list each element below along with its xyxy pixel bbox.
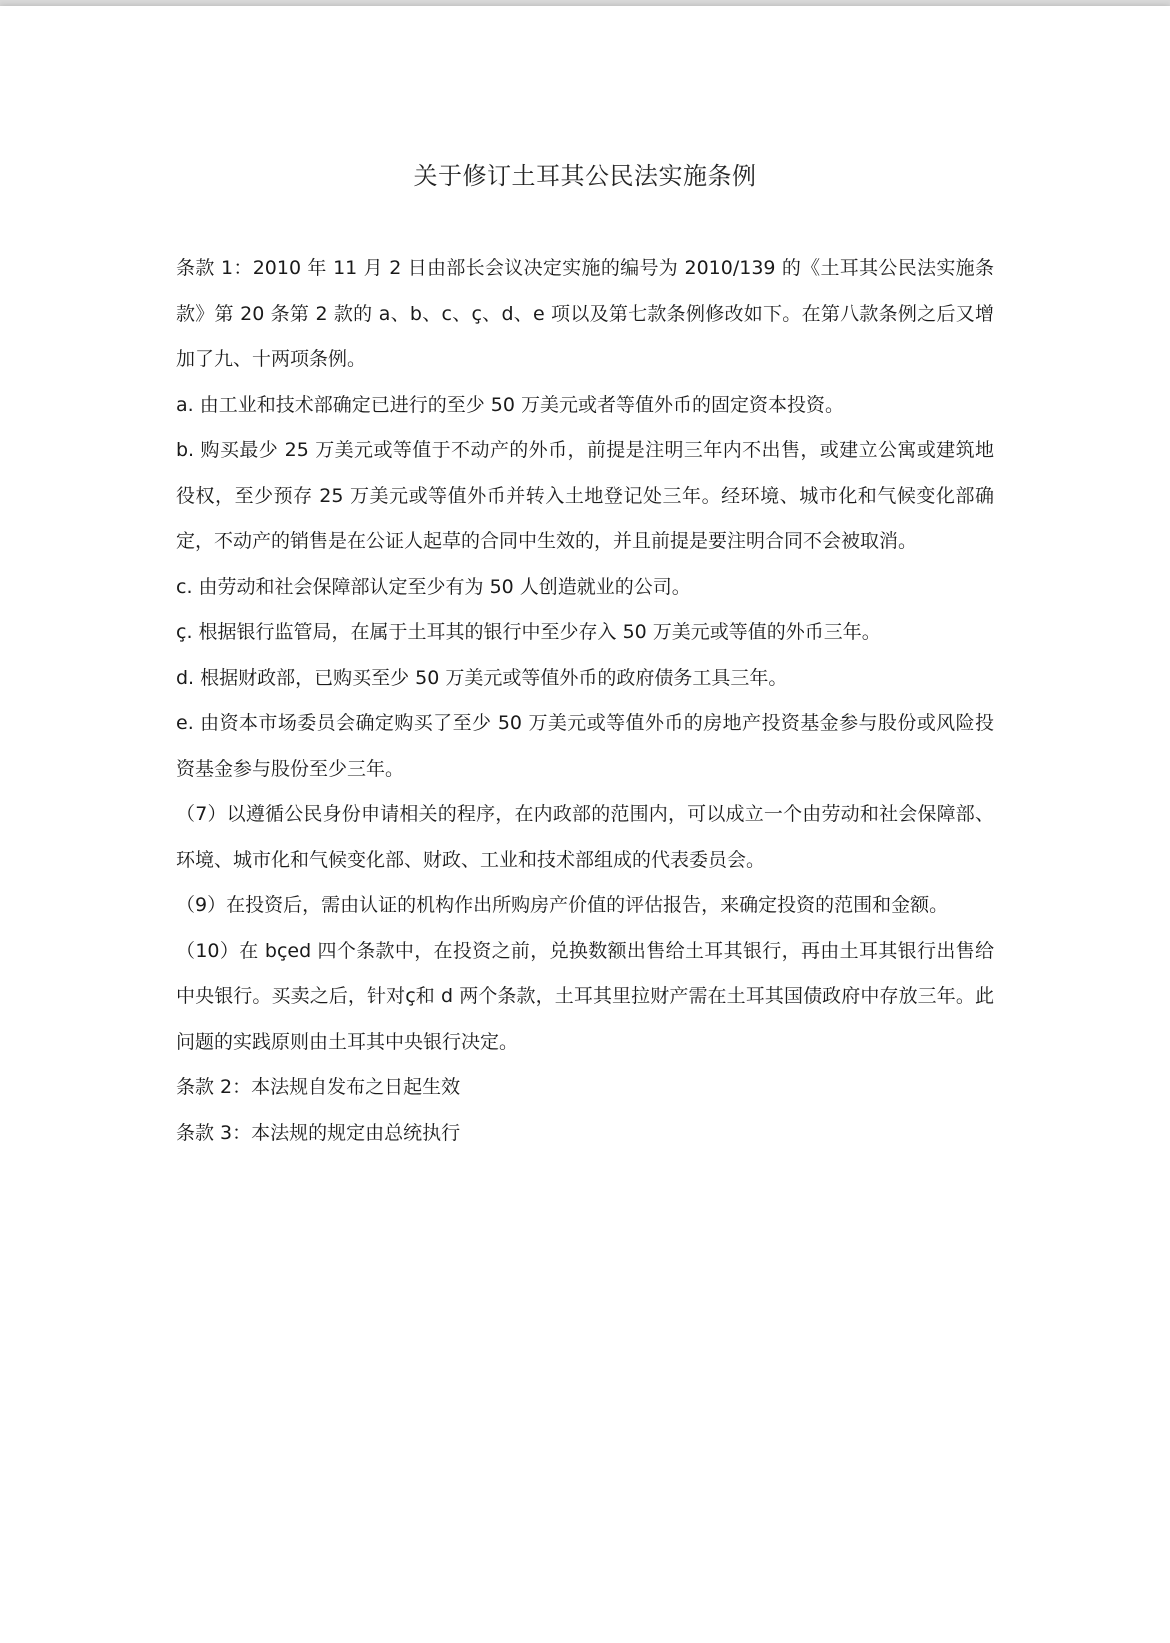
article-2-paragraph: 条款 2：本法规自发布之日起生效 xyxy=(176,1076,461,1098)
item-c-cedilla-paragraph: ç. 根据银行监管局，在属于土耳其的银行中至少存入 50 万美元或等值的外币三年。 xyxy=(176,621,881,643)
item-c-paragraph: c. 由劳动和社会保障部认定至少有为 50 人创造就业的公司。 xyxy=(176,575,691,598)
article-3-paragraph: 条款 3：本法规的规定由总统执行 xyxy=(176,1121,461,1144)
clause-9-paragraph: （9）在投资后，需由认证的机构作出所购房产价值的评估报告，来确定投资的范围和金额。 xyxy=(176,894,949,916)
clause-10-paragraph: （10）在 bçed 四个条款中，在投资之前，兑换数额出售给土耳其银行，再由土耳其银行出售给中央银行。买卖之后，针对ç和 d 两个条款，土耳其里拉财产需在土耳其国债政府中存放三年。此问题的实践原则由土耳其中央银行决定。 xyxy=(176,939,994,1053)
document-title: 关于修订土耳其公民法实施条例 xyxy=(413,162,757,190)
item-e-paragraph: e. 由资本市场委员会确定购买了至少 50 万美元或等值外币的房地产投资基金参与股份或风险投资基金参与股份至少三年。 xyxy=(176,712,994,780)
document-body xyxy=(176,246,994,1156)
item-a-paragraph: a. 由工业和技术部确定已进行的至少 50 万美元或者等值外币的固定资本投资。 xyxy=(176,393,844,416)
item-d-paragraph: d. 根据财政部，已购买至少 50 万美元或等值外币的政府债务工具三年。 xyxy=(176,666,788,689)
item-b-paragraph: b. 购买最少 25 万美元或等值于不动产的外币，前提是注明三年内不出售，或建立公寓或建筑地役权，至少预存 25 万美元或等值外币并转入土地登记处三年。经环境、城市化和气候变化部确定，不动产的销售是在公证人起草的合同中生效的，并且前提是要注明合同不会被取消。 xyxy=(176,439,994,552)
document-page xyxy=(0,6,1170,1643)
clause-7-paragraph: （7）以遵循公民身份申请相关的程序，在内政部的范围内，可以成立一个由劳动和社会保障部、环境、城市化和气候变化部、财政、工业和技术部组成的代表委员会。 xyxy=(176,803,994,871)
article-1-paragraph: 条款 1：2010 年 11 月 2 日由部长会议决定实施的编号为 2010/139 的《土耳其公民法实施条款》第 20 条第 2 款的 a、b、c、ç、d、e 项以及第七款条例修改如下。在第八款条例之后又增加了九、十两项条例。 xyxy=(176,257,994,370)
